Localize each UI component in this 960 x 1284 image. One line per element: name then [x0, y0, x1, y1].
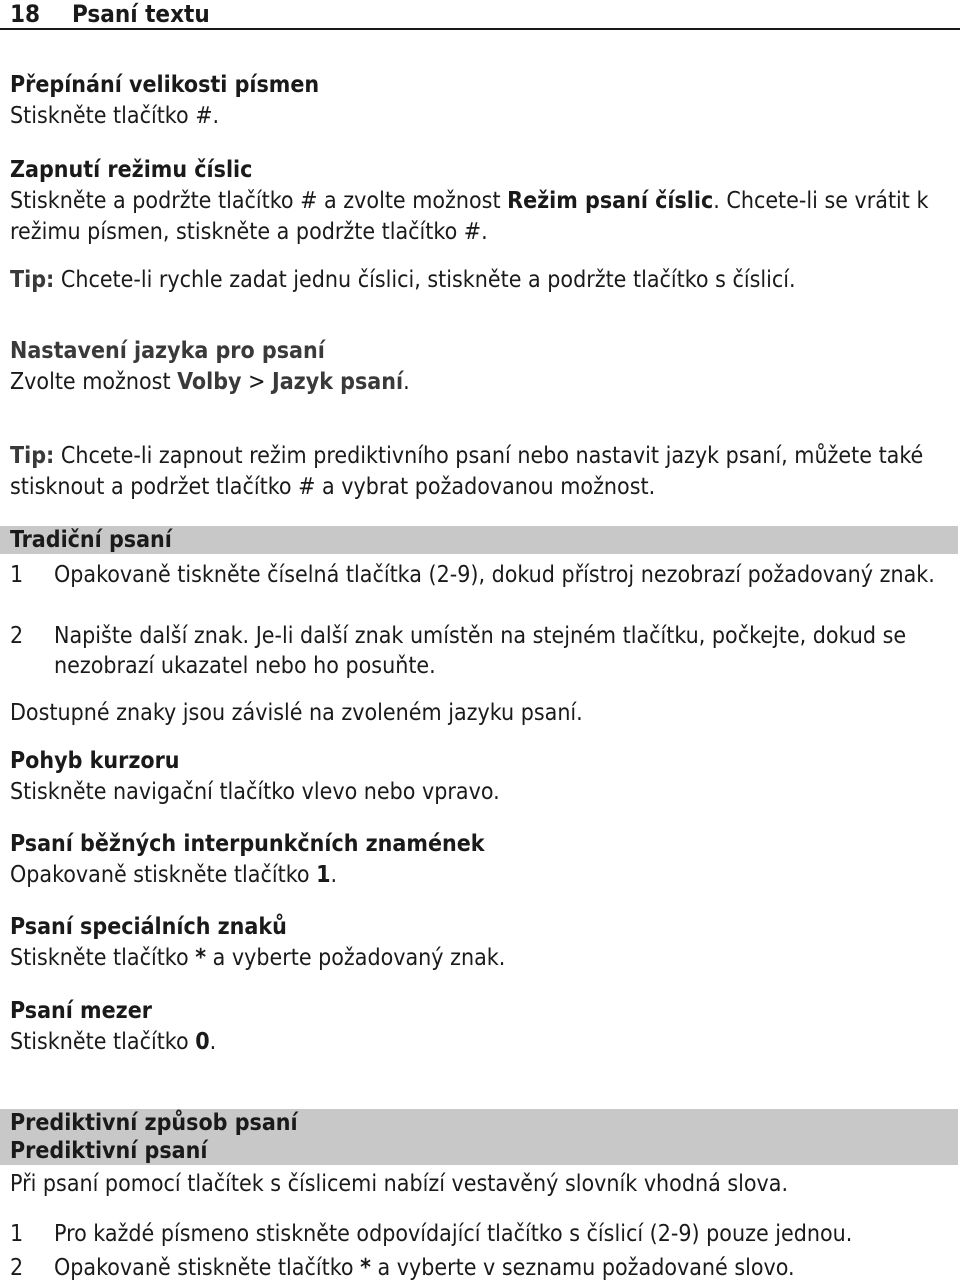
case-switch-text: Stiskněte tlačítko #. — [10, 103, 220, 129]
page-title: Psaní textu — [72, 0, 210, 28]
special-chars-section — [10, 912, 955, 974]
section-bar-traditional: Tradiční psaní — [0, 526, 958, 554]
page-header — [0, 0, 960, 30]
cursor-text: Stiskněte navigační tlačítko vlevo nebo vpravo. — [10, 779, 500, 805]
list-item: 2 Napište další znak. Je-li další znak umístěn na stejném tlačítku, počkejte, dokud se nezobrazí ukazatel nebo ho posuňte. — [10, 623, 907, 679]
tip-predictive — [10, 441, 955, 503]
number-mode-text: Stiskněte a podržte tlačítko # a zvolte možnost Režim psaní číslic. Chcete-li se vrátit k režimu písmen, stiskněte a podržte tlačítko #. — [10, 188, 929, 245]
tip-text: Chcete-li zapnout režim prediktivního psaní nebo nastavit jazyk psaní, můžete také stisknout a podržet tlačítko # a vybrat požadovanou možnost. — [10, 443, 924, 500]
punctuation-text: Opakovaně stiskněte tlačítko 1. — [10, 862, 338, 888]
language-text: Zvolte možnost Volby > Jazyk psaní. — [10, 369, 410, 395]
cursor-section — [10, 746, 955, 808]
tip-quick-number — [10, 265, 955, 296]
number-mode-heading: Zapnutí režimu číslic — [10, 157, 253, 183]
list-item: 1 Pro každé písmeno stiskněte odpovídající tlačítko s číslicí (2-9) pouze jednou. — [10, 1221, 853, 1247]
language-section — [10, 336, 955, 398]
language-heading: Nastavení jazyka pro psaní — [10, 338, 325, 364]
case-switch-section — [10, 70, 955, 132]
list-item: 2 Opakovaně stiskněte tlačítko * a vyberte v seznamu požadované slovo. — [10, 1255, 795, 1281]
predictive-intro: Při psaní pomocí tlačítek s číslicemi nabízí vestavěný slovník vhodná slova. — [10, 1171, 789, 1197]
spaces-heading: Psaní mezer — [10, 998, 152, 1024]
list-item: 1 Opakovaně tiskněte číselná tlačítka (2-9), dokud přístroj nezobrazí požadovaný znak. — [10, 562, 935, 588]
punctuation-section — [10, 829, 955, 891]
spaces-text: Stiskněte tlačítko 0. — [10, 1029, 217, 1055]
traditional-note: Dostupné znaky jsou závislé na zvoleném jazyku psaní. — [10, 700, 583, 726]
option-volby: Volby — [177, 369, 242, 395]
option-jazyk: Jazyk psaní — [272, 369, 404, 395]
section-bar-predictive-method: Prediktivní způsob psaní — [0, 1109, 958, 1137]
number-mode-section — [10, 155, 955, 248]
case-switch-heading: Přepínání velikosti písmen — [10, 72, 320, 98]
page-number: 18 — [10, 0, 41, 28]
cursor-heading: Pohyb kurzoru — [10, 748, 180, 774]
number-mode-option: Režim psaní číslic — [507, 188, 714, 214]
tip-text: Chcete-li rychle zadat jednu číslici, stiskněte a podržte tlačítko s číslicí. — [54, 267, 796, 293]
special-chars-text: Stiskněte tlačítko * a vyberte požadovaný znak. — [10, 945, 506, 971]
section-bar-predictive: Prediktivní psaní — [0, 1137, 958, 1165]
spaces-section — [10, 996, 955, 1058]
tip-label: Tip: — [10, 443, 55, 469]
tip-label: Tip: — [10, 267, 55, 293]
punctuation-heading: Psaní běžných interpunkčních znamének — [10, 831, 485, 857]
special-chars-heading: Psaní speciálních znaků — [10, 914, 287, 940]
